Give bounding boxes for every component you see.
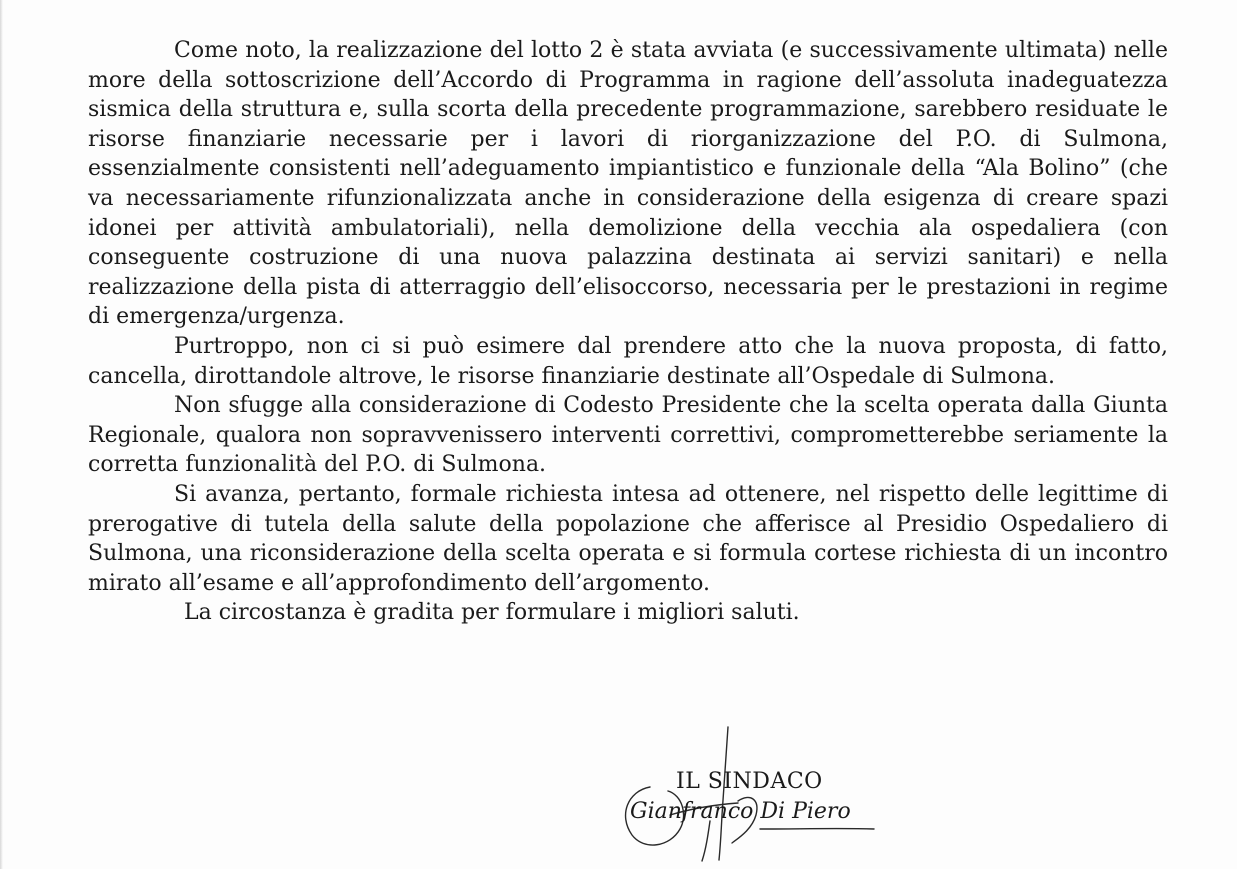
signature-title: IL SINDACO — [676, 769, 823, 794]
handwritten-signature — [610, 725, 910, 865]
scan-edge-shadow — [0, 0, 3, 869]
paragraph-lotto-2: Come noto, la realizzazione del lotto 2 è stata avviata (e successivamente ultimata) nelle more della sottoscrizione dell’Accordo di Programma in ragione dell’assoluta inadeguatezza sismica della struttura e, sulla scorta della precedente programmazione, sarebbero residuate le risorse finanziarie necessarie per i lavori di riorganizzazione del P.O. di Sulmona, essenzialmente consistenti nell’adeguamento impiantistico e funzionale della “Ala Bolino” (che va necessariamente rifunzionalizzata anche in considerazione della esigenza di creare spazi idonei per attività ambulatoriali), nella demolizione della vecchia ala ospedaliera (con conseguente costruzione di una nuova palazzina destinata ai servizi sanitari) e nella realizzazione della pista di atterraggio dell’elisoccorso, necessaria per le prestazioni in regime di emergenza/urgenza. — [88, 38, 1168, 330]
closing-salutation: La circostanza è gradita per formulare i migliori saluti. — [184, 600, 800, 626]
paragraph-richiesta-formale: Si avanza, pertanto, formale richiesta intesa ad ottenere, nel rispetto delle legittime di prerogative di tutela della salute della popolazione che afferisce al Presidio Ospedaliero di Sulmona, una riconsiderazione della scelta operata e si formula cortese richiesta di un incontro mirato all’esame e all’approfondimento dell’argomento. — [88, 481, 1168, 596]
letter-body — [88, 36, 1168, 628]
signature-name: Gianfranco Di Piero — [630, 799, 851, 824]
paragraph-considerazione-presidente: Non sfugge alla considerazione di Codesto Presidente che la scelta operata dalla Giunta Regionale, qualora non sopravvenissero interventi correttivi, comprometterebbe seriamente la corretta funzionalità del P.O. di Sulmona. — [88, 393, 1168, 478]
paragraph-nuova-proposta: Purtroppo, non ci si può esimere dal prendere atto che la nuova proposta, di fatto, cancella, dirottandole altrove, le risorse finanziarie destinate all’Ospedale di Sulmona. — [88, 333, 1168, 389]
signature-block — [610, 725, 910, 865]
